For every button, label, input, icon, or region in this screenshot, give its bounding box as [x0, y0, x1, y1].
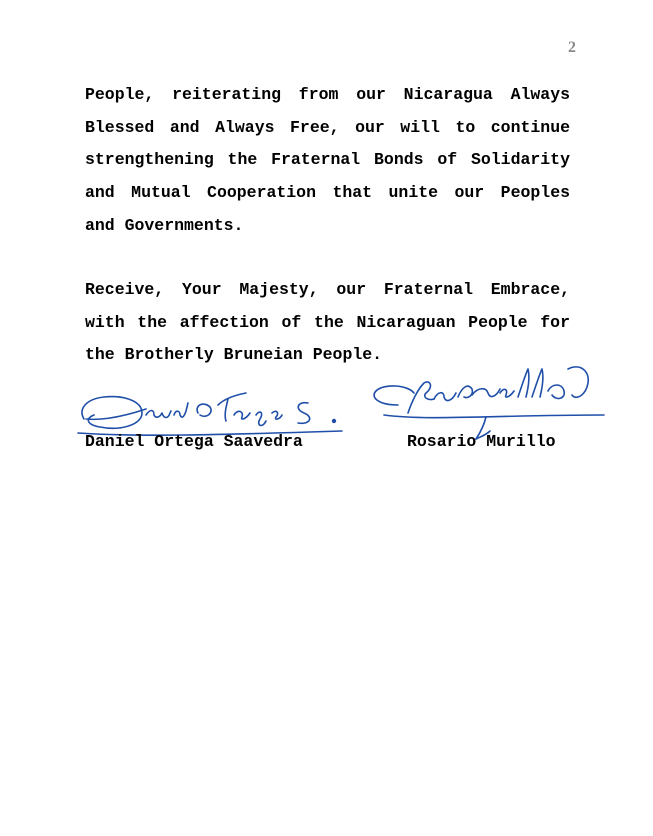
signature-block: [0, 355, 653, 465]
letter-paragraph: Receive, Your Majesty, our Fraternal Embrace, with the affection of the Nicaraguan People for the Brotherly Bruneian People.: [85, 280, 570, 365]
letter-paragraph: People, reiterating from our Nicaragua Always Blessed and Always Free, our will to continue strengthening the Fraternal Bonds of Solidarity and Mutual Cooperation that unite our Peoples and Governments.: [85, 85, 570, 235]
page-number: 2: [568, 39, 576, 56]
signature-ortega-image: [76, 375, 346, 437]
signer-name-ortega: Daniel Ortega Saavedra: [85, 432, 303, 451]
signer-name-murillo: Rosario Murillo: [407, 432, 556, 451]
